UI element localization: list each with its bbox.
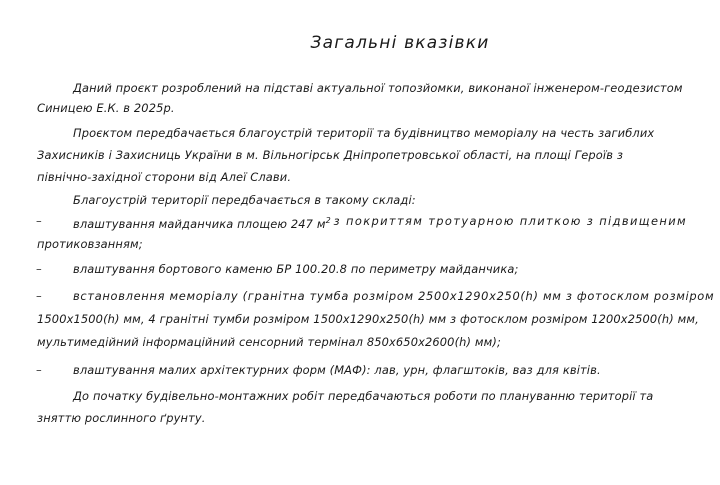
list-item-4-dash: –: [36, 363, 42, 377]
list-item-3-line-3: мультимедійний інформаційний сенсорний термінал 850x650x2600(h) мм);: [37, 335, 501, 349]
list-item-3-dash: –: [36, 289, 42, 303]
page-title: Загальні вказівки: [310, 33, 490, 53]
list-item-4-line-1: влаштування малих архітектурних форм (МАФ): лав, урн, флагштоків, ваз для квітів.: [73, 363, 601, 377]
list-item-1-part-a: влаштування майданчика площею 247 $м^2$: [73, 216, 331, 231]
list-item-2-line-1: влаштування бортового каменю БР 100.20.8 по периметру майданчика;: [73, 262, 519, 276]
list-item-3-line-2: 1500x1500(h) мм, 4 гранітні тумби розміром 1500x1290x250(h) мм з фотосклом розміром 1200x2500(h) мм,: [37, 312, 699, 326]
paragraph-3-line-1: Благоустрій території передбачається в такому складі:: [73, 193, 416, 207]
paragraph-1-line-1: Даний проєкт розроблений на підставі актуальної топозйомки, виконаної інженером-геодезистом: [73, 81, 683, 95]
list-item-3-line-1: встановлення меморіалу (гранітна тумба розміром 2500x1290x250(h) мм з фотосклом розміром: [73, 289, 715, 303]
list-item-2-dash: –: [36, 262, 42, 276]
list-item-1-line-2: протиковзанням;: [37, 237, 143, 251]
paragraph-1-line-2: Синицею Е.К. в 2025р.: [37, 101, 175, 115]
paragraph-4-line-1: До початку будівельно-монтажних робіт передбачаються роботи по плануванню території та: [73, 389, 654, 403]
list-item-1-line-1: [73, 214, 687, 231]
list-item-1-part-b: з покриттям тротуарною плиткою з підвищеним: [333, 214, 687, 228]
paragraph-2-line-1: Проєктом передбачається благоустрій території та будівництво меморіалу на честь загиблих: [73, 126, 655, 140]
paragraph-2-line-2: Захисників і Захисниць України в м. Вільногірськ Дніпропетровської області, на площі Героїв з: [37, 148, 624, 162]
superscript-2: 2: [325, 216, 331, 225]
paragraph-4-line-2: зняттю рослинного ґрунту.: [37, 411, 206, 425]
paragraph-2-line-3: північно-західної сторони від Алеї Слави.: [37, 170, 292, 184]
list-item-1-dash: –: [36, 214, 42, 228]
